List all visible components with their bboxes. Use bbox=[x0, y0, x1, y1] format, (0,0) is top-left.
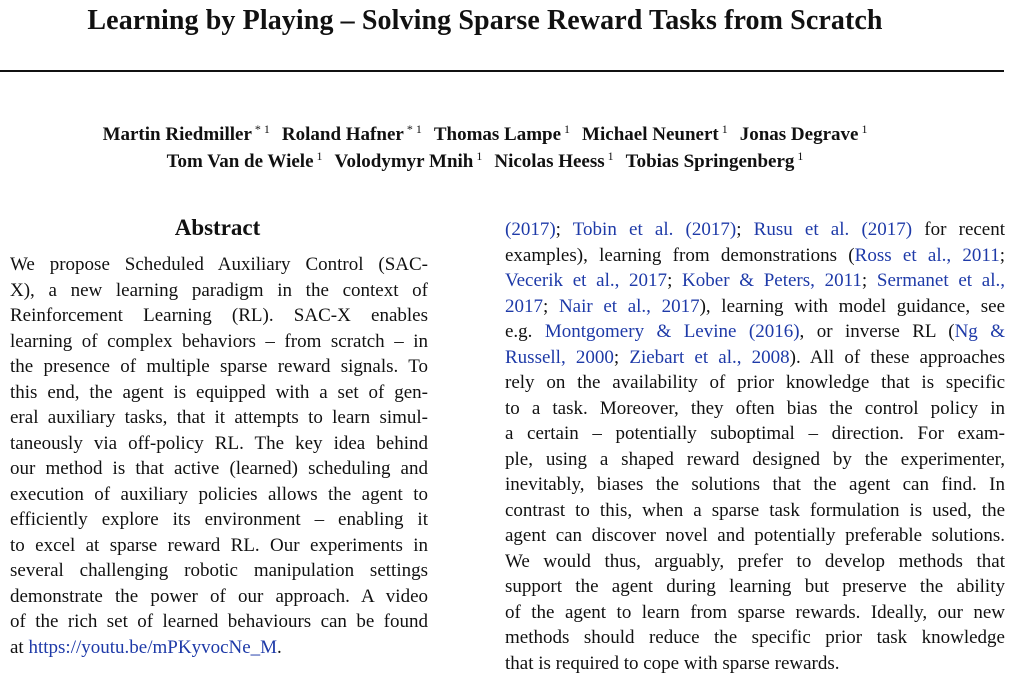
author-affiliation-mark: 1 bbox=[797, 149, 804, 163]
text-line bbox=[10, 609, 428, 635]
text-line bbox=[505, 294, 1005, 320]
citation-link[interactable]: 2017 bbox=[505, 295, 543, 317]
text-line bbox=[505, 523, 1005, 549]
text-line bbox=[505, 549, 1005, 575]
author-name bbox=[282, 117, 422, 147]
text-line bbox=[10, 252, 428, 278]
text-line bbox=[505, 625, 1005, 651]
author-name-text: Tom Van de Wiele bbox=[166, 151, 314, 172]
citation-link[interactable]: Montgomery & Levine (2016) bbox=[544, 321, 800, 342]
text-segment: X), a new learning paradigm in the context of bbox=[10, 279, 428, 301]
author-name bbox=[335, 144, 483, 174]
text-line bbox=[10, 380, 428, 406]
author-affiliation-mark: 1 bbox=[564, 122, 571, 136]
author-affiliation-mark: * 1 bbox=[406, 122, 422, 136]
text-line bbox=[10, 635, 428, 661]
text-line bbox=[505, 243, 1005, 269]
author-affiliation-mark: 1 bbox=[861, 122, 868, 136]
text-segment: ; bbox=[999, 244, 1005, 266]
citation-link[interactable]: Kober & Peters, 2011 bbox=[682, 270, 862, 291]
text-line bbox=[10, 354, 428, 380]
text-line bbox=[505, 447, 1005, 473]
text-line bbox=[10, 405, 428, 431]
author-affiliation-mark: 1 bbox=[721, 122, 728, 136]
text-segment: examples), learning from demonstrations ( bbox=[505, 244, 855, 266]
text-line bbox=[505, 268, 1005, 294]
author-name-text: Volodymyr Mnih bbox=[334, 151, 474, 172]
text-segment: ). All of these approaches bbox=[789, 346, 1006, 368]
text-segment: We would thus, arguably, prefer to develop methods that bbox=[505, 550, 1005, 572]
text-line bbox=[505, 600, 1005, 626]
author-name bbox=[434, 117, 570, 147]
author-name-text: Thomas Lampe bbox=[433, 124, 562, 145]
text-segment: inevitably, biases the solutions that the agent can find. In bbox=[505, 474, 1005, 495]
citation-link[interactable]: (2017) bbox=[505, 219, 556, 240]
author-affiliation-mark: 1 bbox=[607, 149, 614, 163]
text-line bbox=[505, 370, 1005, 396]
text-segment: of the rich set of learned behaviours can be found bbox=[10, 611, 428, 632]
introduction-text bbox=[505, 217, 1005, 676]
text-segment: the presence of multiple sparse reward signals. To bbox=[10, 356, 428, 377]
text-line bbox=[10, 482, 428, 508]
author-list-row-2 bbox=[0, 144, 970, 174]
text-segment: contrast to this, when a sparse task formulation is used, the bbox=[505, 499, 1005, 521]
text-segment: execution of auxiliary policies allows the agent to bbox=[10, 483, 428, 505]
text-line bbox=[10, 303, 428, 329]
text-segment: demonstrate the power of our approach. A video bbox=[10, 585, 428, 607]
text-segment: ; bbox=[861, 270, 877, 291]
citation-link[interactable]: Ziebart et al., 2008 bbox=[629, 346, 790, 368]
citation-link[interactable]: Ng & bbox=[954, 321, 1005, 342]
text-segment: of the agent to learn from sparse rewards. Ideally, our new bbox=[505, 601, 1005, 623]
text-segment: ; bbox=[543, 295, 559, 317]
text-segment: e.g. bbox=[505, 321, 545, 342]
title-divider bbox=[0, 70, 1004, 72]
text-line bbox=[10, 584, 428, 610]
abstract-text bbox=[10, 252, 428, 660]
text-line bbox=[10, 329, 428, 355]
citation-link[interactable]: Russell, 2000 bbox=[505, 346, 614, 368]
text-segment: learning of complex behaviors – from scratch – in bbox=[10, 330, 428, 352]
text-line bbox=[505, 421, 1005, 447]
text-segment: Reinforcement Learning (RL). SAC-X enables bbox=[10, 305, 428, 326]
citation-link[interactable]: Ross et al., 2011 bbox=[854, 244, 1000, 266]
text-segment: efficiently explore its environment – enabling it bbox=[10, 509, 428, 530]
text-segment: . bbox=[277, 636, 282, 658]
text-segment: to a task. Moreover, they often bias the control policy in bbox=[505, 397, 1005, 419]
text-line bbox=[505, 396, 1005, 422]
author-list-row-1 bbox=[0, 117, 970, 147]
text-segment: that is required to cope with sparse rewards. bbox=[505, 652, 840, 674]
text-segment: We propose Scheduled Auxiliary Control (SAC- bbox=[10, 254, 428, 275]
text-segment: a certain – potentially suboptimal – direction. For exam- bbox=[505, 423, 1005, 444]
author-name bbox=[582, 117, 728, 147]
text-line bbox=[505, 472, 1005, 498]
text-segment: several challenging robotic manipulation settings bbox=[10, 560, 428, 581]
author-name bbox=[740, 117, 868, 147]
citation-link[interactable]: Rusu et al. (2017) bbox=[753, 219, 913, 240]
text-line bbox=[505, 574, 1005, 600]
author-name bbox=[167, 144, 323, 174]
abstract-heading: Abstract bbox=[174, 215, 261, 240]
text-segment: , or inverse RL ( bbox=[799, 321, 955, 342]
text-line bbox=[505, 217, 1005, 243]
citation-link[interactable]: Tobin et al. (2017) bbox=[572, 219, 737, 240]
text-line bbox=[10, 558, 428, 584]
text-segment: our method is that active (learned) scheduling and bbox=[10, 458, 428, 479]
text-line bbox=[505, 651, 1005, 677]
text-segment: at bbox=[10, 636, 29, 658]
video-url-link[interactable]: https://youtu.be/mPKyvocNe_M bbox=[28, 636, 278, 658]
text-segment: methods should reduce the specific prior task knowledge bbox=[505, 627, 1005, 648]
text-segment: this end, the agent is equipped with a set of gen- bbox=[10, 381, 428, 403]
author-name-text: Jonas Degrave bbox=[739, 124, 859, 145]
author-affiliation-mark: * 1 bbox=[254, 122, 270, 136]
text-segment: ; bbox=[613, 346, 630, 368]
author-affiliation-mark: 1 bbox=[316, 149, 323, 163]
text-segment: to excel at sparse reward RL. Our experiments in bbox=[10, 534, 428, 556]
author-name bbox=[103, 117, 270, 147]
text-line bbox=[10, 533, 428, 559]
text-line bbox=[10, 507, 428, 533]
text-segment: agent can discover novel and potentially preferable solutions. bbox=[505, 525, 1005, 546]
author-name-text: Roland Hafner bbox=[281, 124, 404, 145]
text-segment: for recent bbox=[912, 219, 1006, 240]
text-line bbox=[505, 319, 1005, 345]
citation-link[interactable]: Vecerik et al., 2017 bbox=[505, 270, 668, 291]
text-line bbox=[10, 278, 428, 304]
text-segment: ; bbox=[555, 219, 573, 240]
text-segment: ple, using a shaped reward designed by the experimenter, bbox=[505, 448, 1005, 470]
text-line bbox=[505, 345, 1005, 371]
text-line bbox=[10, 431, 428, 457]
text-line bbox=[505, 498, 1005, 524]
text-line bbox=[10, 456, 428, 482]
author-affiliation-mark: 1 bbox=[476, 149, 483, 163]
author-name-text: Michael Neunert bbox=[582, 124, 719, 145]
citation-link[interactable]: Sermanet et al., bbox=[876, 270, 1005, 291]
text-segment: taneously via off-policy RL. The key idea behind bbox=[10, 432, 428, 454]
text-segment: rely on the availability of prior knowledge that is specific bbox=[505, 372, 1005, 393]
text-segment: support the agent during learning but preserve the ability bbox=[505, 576, 1005, 597]
author-name-text: Tobias Springenberg bbox=[625, 151, 795, 172]
author-name-text: Martin Riedmiller bbox=[102, 124, 252, 145]
text-segment: ; bbox=[667, 270, 683, 291]
text-segment: eral auxiliary tasks, that it attempts to learn simul- bbox=[10, 407, 428, 428]
author-name bbox=[626, 144, 804, 174]
author-name bbox=[494, 144, 613, 174]
text-segment: ; bbox=[736, 219, 754, 240]
citation-link[interactable]: Nair et al., 2017 bbox=[558, 295, 700, 317]
author-name-text: Nicolas Heess bbox=[494, 151, 605, 172]
paper-title: Learning by Playing – Solving Sparse Reward Tasks from Scratch bbox=[87, 5, 883, 36]
text-segment: ), learning with model guidance, see bbox=[699, 295, 1006, 317]
